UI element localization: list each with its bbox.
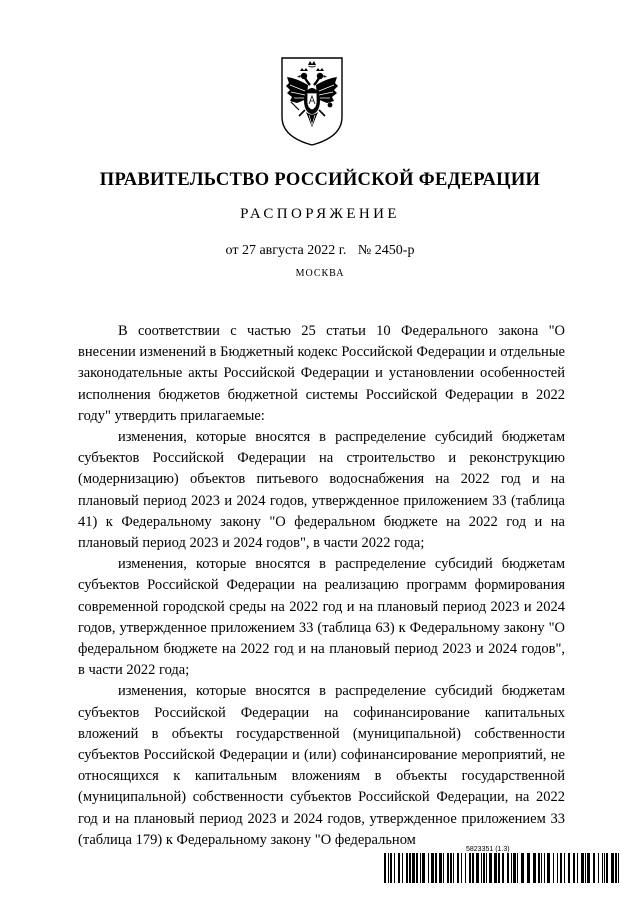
city-name: МОСКВА <box>295 268 345 279</box>
document-body <box>78 321 565 851</box>
body-paragraph: изменения, которые вносятся в распределение субсидий бюджетам субъектов Российской Федерации на софинансирование капитальных вложений в объекты государственной (муниципальной) собственности субъектов Российской Федерации и (или) софинансирование мероприятий, не относящихся к капитальным вложениям в объекты государственной (муниципальной) собственности субъектов Российской Федерации, на 2022 год и на плановый период 2023 и 2024 годов, утвержденное приложением 33 (таблица 179) к Федеральному закону "О федеральном <box>78 683 565 848</box>
body-paragraph: В соответствии с частью 25 статьи 10 Федерального закона "О внесении изменений в Бюджетный кодекс Российской Федерации и отдельные законодательные акты Российской Федерации и установлении особенностей исполнения бюджетов бюджетной системы Российской Федерации в 2022 году" утвердить прилагаемые: <box>78 323 565 424</box>
body-paragraph: изменения, которые вносятся в распределение субсидий бюджетам субъектов Российской Федерации на строительство и реконструкцию (модернизацию) объектов питьевого водоснабжения на 2022 год и на плановый период 2023 и 2024 годов, утвержденное приложением 33 (таблица 41) к Федеральному закону "О федеральном бюджете на 2022 год и на плановый период 2023 и 2024 годов", в части 2022 года; <box>78 429 565 552</box>
barcode-icon <box>384 853 619 883</box>
date-line <box>0 243 640 259</box>
document-number: № 2450-р <box>357 243 415 258</box>
russian-coat-of-arms-icon <box>279 55 345 147</box>
document-date: от 27 августа 2022 г. <box>225 243 347 258</box>
document-type: РАСПОРЯЖЕНИЕ <box>240 206 400 222</box>
barcode-number: 5823351 (1.3) <box>466 846 510 853</box>
body-paragraph: изменения, которые вносятся в распределение субсидий бюджетам субъектов Российской Федерации на реализацию программ формирования современной городской среды на 2022 год и на плановый период 2023 и 2024 годов, утвержденное приложением 33 (таблица 63) к Федеральному закону "О федеральном бюджете на 2022 год и на плановый период 2023 и 2024 годов", в части 2022 года; <box>78 556 565 679</box>
organization-title: ПРАВИТЕЛЬСТВО РОССИЙСКОЙ ФЕДЕРАЦИИ <box>99 170 541 190</box>
